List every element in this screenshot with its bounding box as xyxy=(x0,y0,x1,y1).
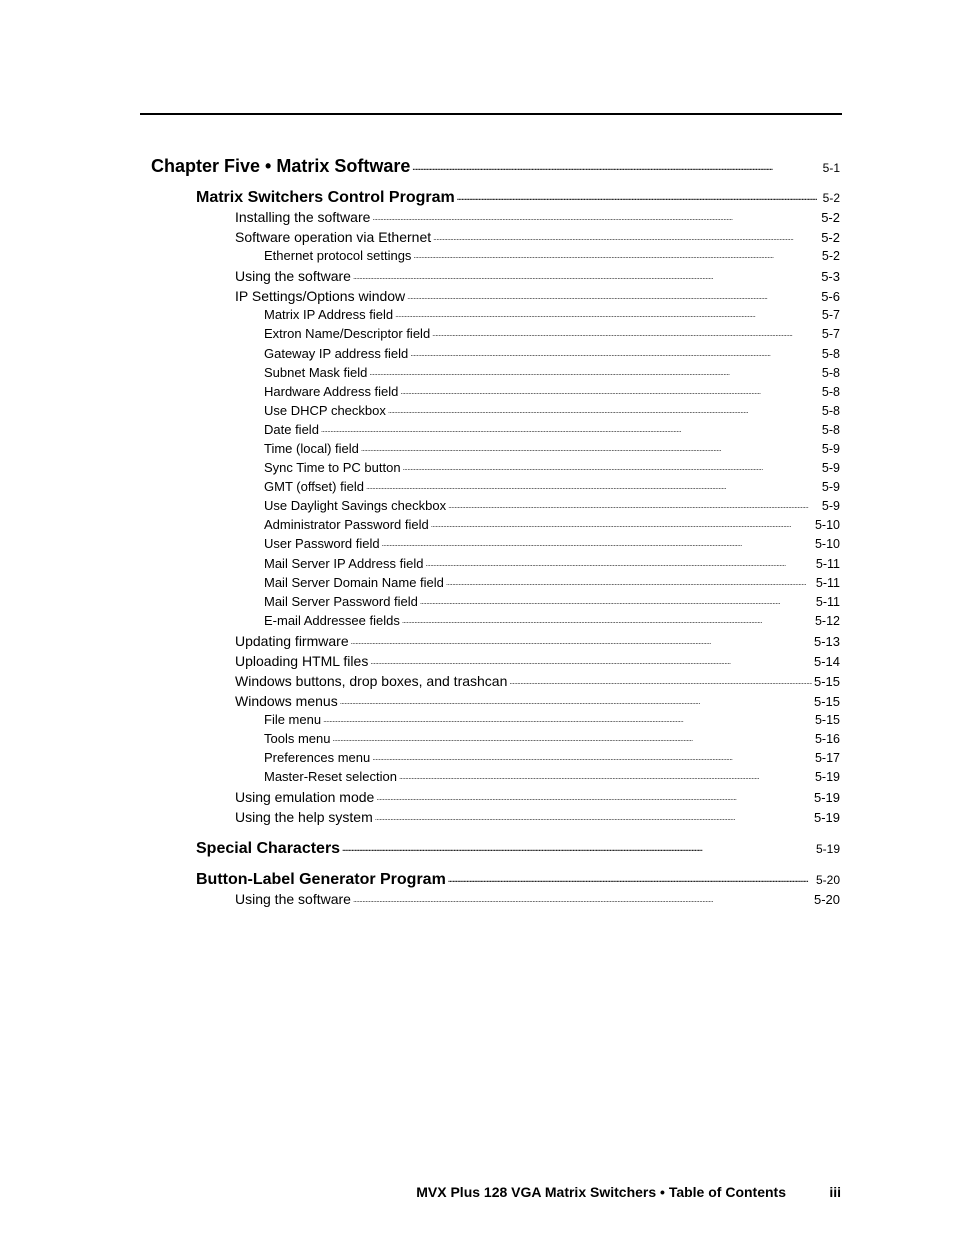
dot-leader xyxy=(340,692,812,706)
toc-entry-page: 5-15 xyxy=(813,674,840,689)
toc-entry-page: 5-7 xyxy=(821,327,840,341)
dot-leader xyxy=(407,287,819,301)
toc-entry-title: Gateway IP address field xyxy=(264,346,409,361)
toc-entry[interactable] xyxy=(264,306,840,322)
toc-entry[interactable] xyxy=(264,593,840,609)
toc-entry-title: Mail Server IP Address field xyxy=(264,556,424,571)
toc-entry-title: IP Settings/Options window xyxy=(235,288,406,304)
toc-entry[interactable] xyxy=(264,574,840,590)
toc-entry-title: Using the software xyxy=(235,891,351,907)
toc-entry[interactable] xyxy=(264,459,840,475)
toc-entry-page: 5-6 xyxy=(821,289,840,304)
toc-entry[interactable] xyxy=(264,383,840,399)
toc-entry-title: Matrix IP Address field xyxy=(264,307,394,322)
dot-leader xyxy=(395,306,820,319)
toc-entry[interactable] xyxy=(235,267,840,284)
toc-entry-page: 5-8 xyxy=(821,347,840,361)
toc-entry[interactable] xyxy=(235,287,840,304)
toc-entry-title: Updating firmware xyxy=(235,633,349,649)
dot-leader xyxy=(361,440,820,453)
toc-entry[interactable] xyxy=(264,440,840,456)
toc-entry[interactable] xyxy=(196,868,840,889)
dot-leader xyxy=(432,325,820,338)
dot-leader xyxy=(400,383,820,396)
toc-entry-title: Hardware Address field xyxy=(264,384,399,399)
toc-entry-title: Tools menu xyxy=(264,731,331,746)
footer-page-number: iii xyxy=(829,1184,841,1200)
dot-leader xyxy=(388,402,820,415)
toc-entry-page: 5-8 xyxy=(821,404,840,418)
toc-entry-page: 5-11 xyxy=(815,595,840,609)
toc-entry-page: 5-11 xyxy=(815,557,840,571)
toc-entry-page: 5-2 xyxy=(822,191,840,205)
toc-entry-title: E-mail Addressee fields xyxy=(264,613,400,628)
toc-entry-page: 5-20 xyxy=(813,892,840,907)
toc-entry-page: 5-9 xyxy=(821,442,840,456)
toc-entry-title: Sync Time to PC button xyxy=(264,460,401,475)
toc-entry[interactable] xyxy=(264,497,840,513)
toc-entry[interactable] xyxy=(151,154,840,177)
dot-leader xyxy=(431,516,813,529)
dot-leader xyxy=(376,788,812,802)
toc-entry-title: Using the help system xyxy=(235,809,373,825)
toc-entry[interactable] xyxy=(264,421,840,437)
toc-entry[interactable] xyxy=(235,632,840,649)
dot-leader xyxy=(372,749,813,762)
dot-leader xyxy=(420,593,814,606)
toc-entry-page: 5-9 xyxy=(821,499,840,513)
toc-entry-page: 5-9 xyxy=(821,480,840,494)
toc-entry-title: Installing the software xyxy=(235,209,371,225)
footer-title: MVX Plus 128 VGA Matrix Switchers • Table of Contents xyxy=(416,1184,786,1200)
toc-entry[interactable] xyxy=(235,692,840,709)
toc-entry-title: Uploading HTML files xyxy=(235,653,369,669)
dot-leader xyxy=(353,267,819,281)
toc-entry-title: GMT (offset) field xyxy=(264,479,364,494)
toc-entry[interactable] xyxy=(235,788,840,805)
toc-entry[interactable] xyxy=(196,186,840,207)
dot-leader xyxy=(372,208,819,222)
dot-leader xyxy=(410,345,820,358)
toc-entry-page: 5-15 xyxy=(813,694,840,709)
toc-entry-page: 5-3 xyxy=(821,269,840,284)
dot-leader xyxy=(402,612,813,625)
toc-entry[interactable] xyxy=(264,535,840,551)
toc-entry-page: 5-19 xyxy=(815,842,840,856)
toc-entry-page: 5-1 xyxy=(822,161,840,175)
toc-entry-page: 5-15 xyxy=(814,713,840,727)
dot-leader xyxy=(382,535,813,548)
toc-entry[interactable] xyxy=(264,345,840,361)
toc-entry-page: 5-19 xyxy=(813,790,840,805)
dot-leader xyxy=(375,808,812,822)
toc-entry[interactable] xyxy=(264,247,840,263)
page-footer xyxy=(0,1184,954,1204)
dot-leader xyxy=(433,228,819,242)
toc-entry-title: Windows menus xyxy=(235,693,338,709)
toc-entry-title: Button-Label Generator Program xyxy=(196,871,446,888)
toc-entry-title: Mail Server Domain Name field xyxy=(264,575,444,590)
table-of-contents xyxy=(140,0,842,1235)
toc-entry-title: Master-Reset selection xyxy=(264,769,397,784)
toc-entry-page: 5-12 xyxy=(814,614,840,628)
dot-leader xyxy=(399,768,813,781)
toc-entry-title: Use Daylight Savings checkbox xyxy=(264,498,447,513)
toc-entry[interactable] xyxy=(264,768,840,784)
toc-entry-title: Ethernet protocol settings xyxy=(264,248,412,263)
dot-leader xyxy=(446,574,814,587)
toc-entry-page: 5-16 xyxy=(814,732,840,746)
toc-entry-page: 5-14 xyxy=(813,654,840,669)
dot-leader xyxy=(425,555,813,568)
toc-entry[interactable] xyxy=(235,672,840,689)
dot-leader xyxy=(412,154,820,172)
dot-leader xyxy=(403,459,820,472)
toc-entry-page: 5-19 xyxy=(814,770,840,784)
toc-entry-title: User Password field xyxy=(264,536,380,551)
dot-leader xyxy=(366,478,820,491)
toc-entry-page: 5-2 xyxy=(821,230,840,245)
toc-entry-page: 5-8 xyxy=(821,385,840,399)
dot-leader xyxy=(353,890,812,904)
toc-entry-title: Date field xyxy=(264,422,319,437)
toc-entry-page: 5-8 xyxy=(821,423,840,437)
toc-entry[interactable] xyxy=(264,364,840,380)
toc-entry-title: Matrix Switchers Control Program xyxy=(196,189,455,206)
dot-leader xyxy=(321,421,820,434)
toc-entry-page: 5-11 xyxy=(815,576,840,590)
dot-leader xyxy=(457,186,821,202)
toc-entry-page: 5-19 xyxy=(813,810,840,825)
toc-entry[interactable] xyxy=(264,612,840,628)
toc-entry[interactable] xyxy=(264,555,840,571)
dot-leader xyxy=(509,672,812,686)
dot-leader xyxy=(448,868,814,884)
toc-entry-title: Windows buttons, drop boxes, and trashcan xyxy=(235,673,508,689)
dot-leader xyxy=(323,711,813,724)
toc-entry[interactable] xyxy=(264,711,840,727)
toc-entry-page: 5-7 xyxy=(821,308,840,322)
toc-entry-title: Time (local) field xyxy=(264,441,359,456)
dot-leader xyxy=(369,364,820,377)
toc-entry[interactable] xyxy=(235,808,840,825)
toc-entry-title: Extron Name/Descriptor field xyxy=(264,326,431,341)
toc-entry-page: 5-17 xyxy=(814,751,840,765)
toc-entry[interactable] xyxy=(264,730,840,746)
toc-entry-page: 5-13 xyxy=(813,634,840,649)
toc-entry-page: 5-8 xyxy=(821,366,840,380)
toc-entry-title: Using emulation mode xyxy=(235,789,375,805)
toc-entry-page: 5-2 xyxy=(821,249,840,263)
toc-entry[interactable] xyxy=(264,402,840,418)
dot-leader xyxy=(448,497,820,510)
dot-leader xyxy=(332,730,812,743)
toc-entry-title: Special Characters xyxy=(196,840,341,857)
toc-entry-title: Use DHCP checkbox xyxy=(264,403,386,418)
toc-entry[interactable] xyxy=(264,478,840,494)
dot-leader xyxy=(342,837,814,853)
toc-entry[interactable] xyxy=(235,890,840,907)
toc-entry-page: 5-9 xyxy=(821,461,840,475)
toc-entry[interactable] xyxy=(264,325,840,341)
toc-entry-title: Mail Server Password field xyxy=(264,594,418,609)
toc-entry-title: Chapter Five • Matrix Software xyxy=(151,156,411,176)
toc-entry-page: 5-10 xyxy=(814,537,840,551)
toc-entry-title: Software operation via Ethernet xyxy=(235,229,432,245)
toc-entry-title: Using the software xyxy=(235,268,351,284)
toc-entry[interactable] xyxy=(264,749,840,765)
toc-entry[interactable] xyxy=(235,228,840,245)
toc-entry-title: Subnet Mask field xyxy=(264,365,368,380)
toc-entry[interactable] xyxy=(264,516,840,532)
toc-entry-title: Administrator Password field xyxy=(264,517,429,532)
toc-entry-page: 5-2 xyxy=(821,210,840,225)
toc-entry[interactable] xyxy=(196,837,840,858)
dot-leader xyxy=(370,652,812,666)
dot-leader xyxy=(413,247,820,260)
dot-leader xyxy=(351,632,812,646)
toc-entry-page: 5-20 xyxy=(815,873,840,887)
toc-entry[interactable] xyxy=(235,208,840,225)
toc-entry[interactable] xyxy=(235,652,840,669)
toc-entry-page: 5-10 xyxy=(814,518,840,532)
toc-entry-title: File menu xyxy=(264,712,322,727)
toc-entry-title: Preferences menu xyxy=(264,750,371,765)
